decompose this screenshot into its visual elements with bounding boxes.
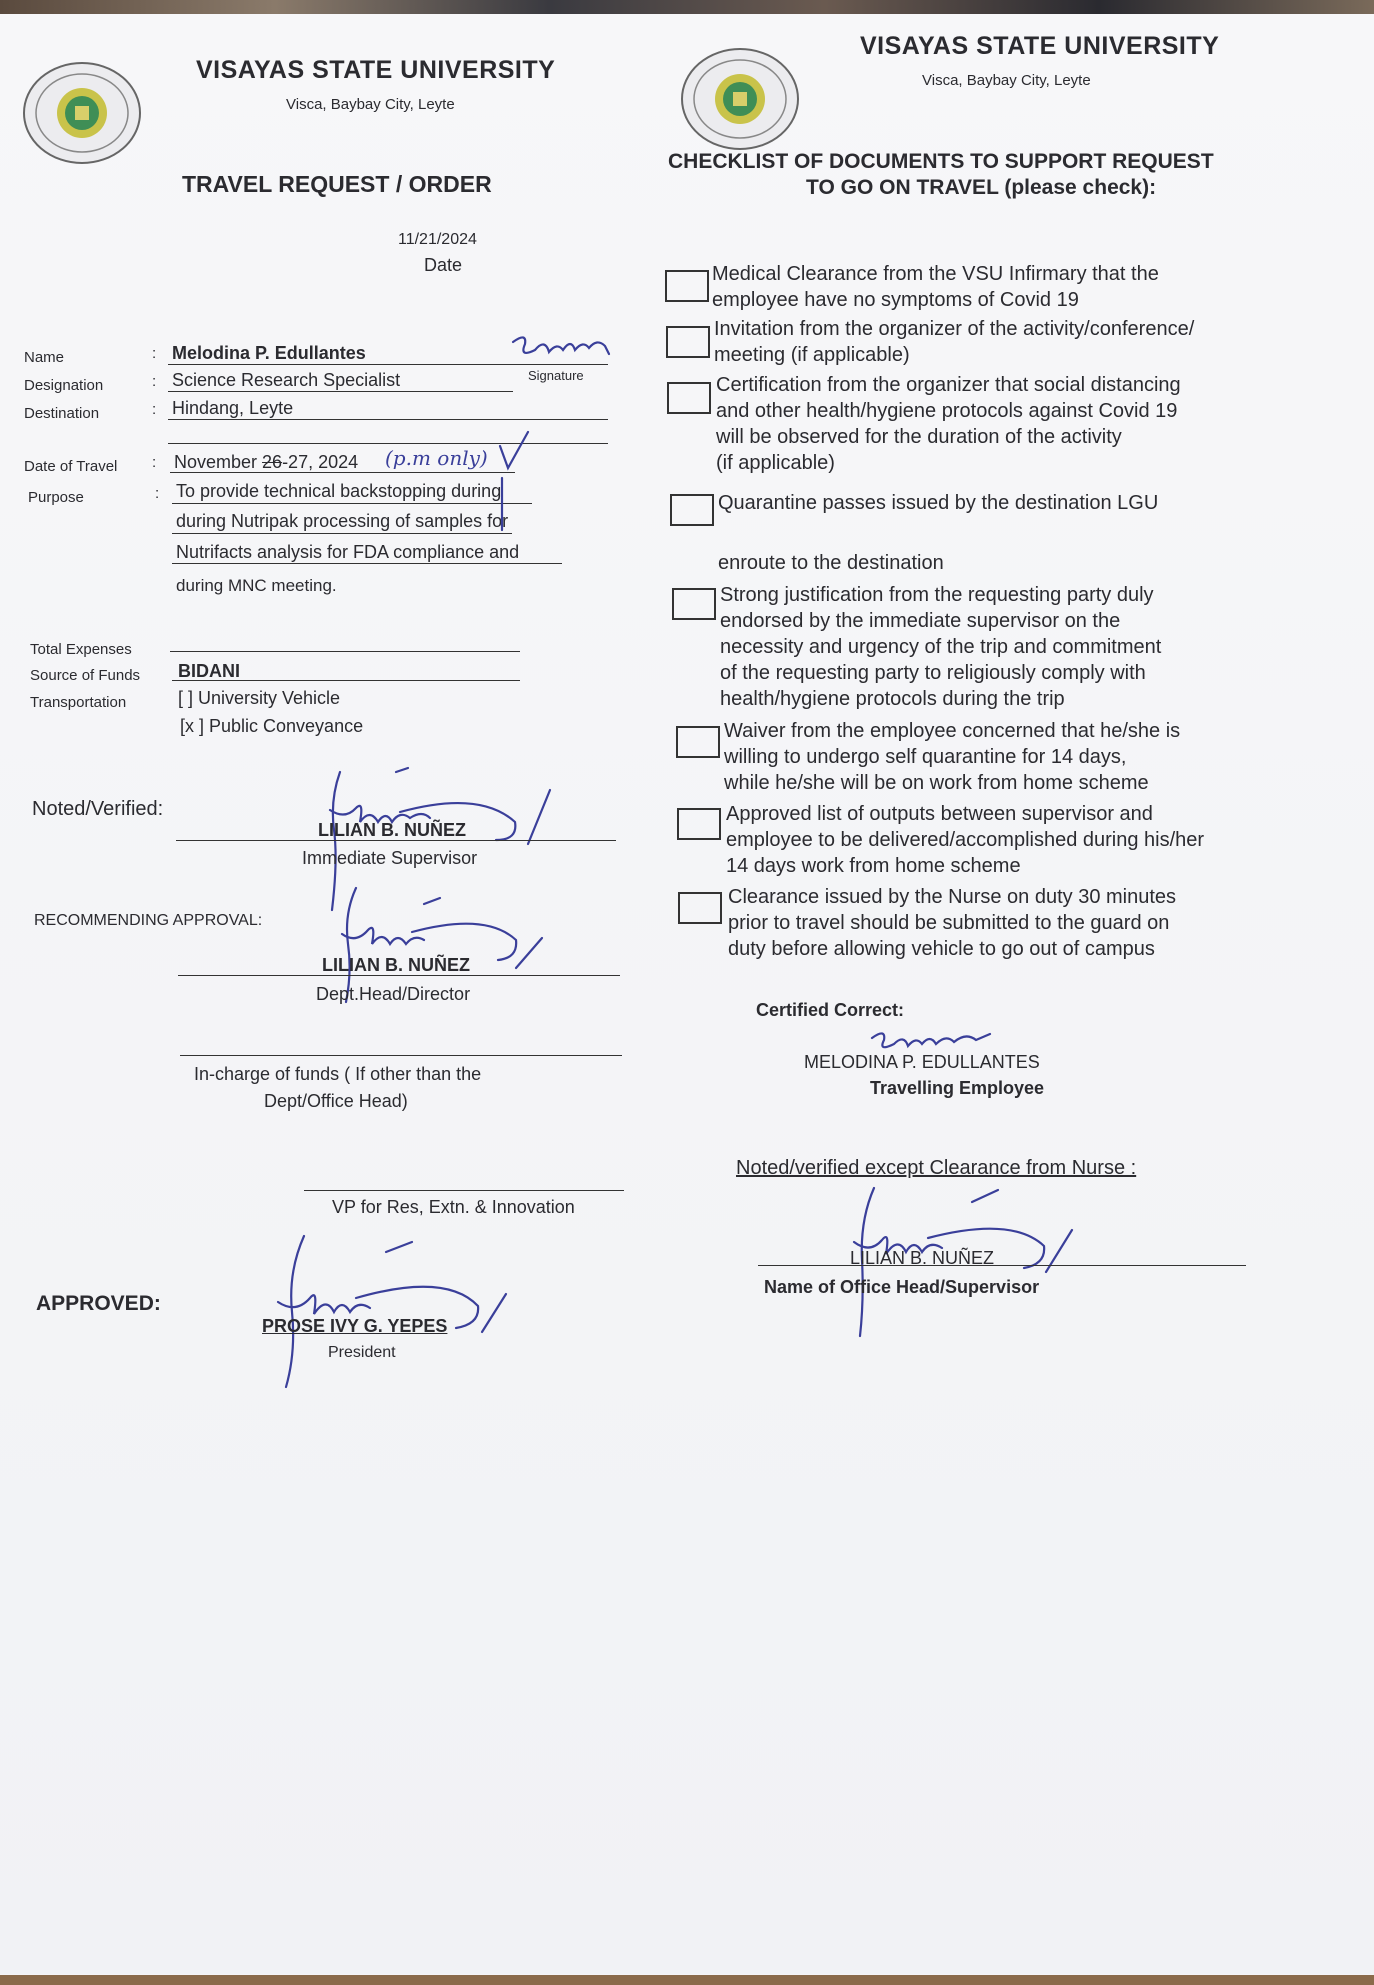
transport-university-vehicle: [ ] University Vehicle [178,688,341,708]
request-date-label: Date [424,255,463,275]
name-label: Name [24,349,65,366]
purpose-line-1: To provide technical backstopping during [176,481,502,501]
university-seal-left [20,58,145,168]
document-page [0,14,1374,1974]
president-title: President [328,1344,396,1361]
purpose-colon: : [155,485,160,502]
transport-public-conveyance: [x ] Public Conveyance [180,716,364,736]
travelling-employee-title: Travelling Employee [870,1078,1045,1098]
certified-correct-label: Certified Correct: [756,1000,905,1020]
approved-label: APPROVED: [36,1292,161,1315]
checklist-item-7: Approved list of outputs between supervisor and employee to be delivered/accomplished during his/her 14 days work from home scheme [726,803,1205,877]
office-head-name: LILIAN B. NUÑEZ [850,1248,995,1268]
designation-value: Science Research Specialist [172,370,401,390]
noted-except-nurse-label: Noted/verified except Clearance from Nurse : [736,1157,1137,1179]
checklist-item-3: Certification from the organizer that social distancing and other health/hygiene protocols against Covid 19 will be observed for the duration of the activity (if applicable) [716,374,1181,474]
date-of-travel-label: Date of Travel [24,458,118,475]
ink-stroke-purpose [494,476,510,532]
destination-colon: : [152,401,157,418]
university-name-right: VISAYAS STATE UNIVERSITY [860,32,1220,60]
designation-colon: : [152,373,157,390]
employee-signature-top [505,328,615,368]
checkbox-strong-justification[interactable] [672,588,716,620]
checkbox-quarantine-passes[interactable] [670,494,714,526]
purpose-line-2: during Nutripak processing of samples for [176,511,509,531]
date-of-travel-handwritten-note: (p.m only) [385,446,488,470]
total-expenses-label: Total Expenses [30,641,132,658]
checkbox-certification[interactable] [667,382,711,414]
purpose-line-3: Nutrifacts analysis for FDA compliance and [176,542,520,562]
source-of-funds-value: BIDANI [178,661,240,681]
immediate-supervisor-name: LILIAN B. NUÑEZ [318,820,466,840]
designation-label: Designation [24,377,104,394]
office-head-title: Name of Office Head/Supervisor [764,1277,1040,1297]
recommending-approval-label: RECOMMENDING APPROVAL: [34,912,263,929]
checklist-item-1: Medical Clearance from the VSU Infirmary that the employee have no symptoms of Covid 19 [712,263,1159,311]
university-address-left: Visca, Baybay City, Leyte [286,96,455,113]
checklist-item-6: Waiver from the employee concerned that he/she is willing to undergo self quarantine for 14 days, while he/she will be on work from home scheme [724,720,1181,794]
date-of-travel-value: November 26-27, 2024 [174,452,359,472]
destination-value: Hindang, Leyte [172,398,294,418]
checklist-item-5: Strong justification from the requesting party duly endorsed by the immediate supervisor on the necessity and urgency of the trip and commitment of the requesting party to religiously comply with health/hygiene protocols during the trip [720,584,1162,710]
purpose-label: Purpose [28,489,84,506]
name-value: Melodina P. Edullantes [172,343,366,363]
checkbox-invitation[interactable] [666,326,710,358]
university-seal-right [678,44,803,154]
incharge-funds-label-2: Dept/Office Head) [264,1091,408,1111]
transportation-label: Transportation [30,694,127,711]
source-of-funds-label: Source of Funds [30,667,141,684]
immediate-supervisor-title: Immediate Supervisor [302,848,478,868]
signature-label: Signature [528,368,584,383]
checkbox-waiver[interactable] [676,726,720,758]
name-colon: : [152,345,157,362]
purpose-line-4: during MNC meeting. [176,576,337,595]
noted-verified-label: Noted/Verified: [32,798,164,820]
dept-head-title: Dept.Head/Director [316,984,471,1004]
checklist-title-line-2: TO GO ON TRAVEL (please check): [806,176,1157,199]
checkbox-medical-clearance[interactable] [665,270,709,302]
checkmark-date [496,428,532,472]
date-of-travel-colon: : [152,454,157,471]
travel-request-title: TRAVEL REQUEST / ORDER [182,171,492,197]
vp-title: VP for Res, Extn. & Innovation [332,1197,575,1217]
dept-head-name: LILIAN B. NUÑEZ [322,955,470,975]
destination-label: Destination [24,405,100,422]
checkbox-nurse-clearance[interactable] [678,892,722,924]
photo-bottom-edge [0,1975,1374,1985]
president-name: PROSE IVY G. YEPES [262,1316,448,1336]
incharge-funds-label-1: In-charge of funds ( If other than the [194,1064,482,1084]
president-signature [256,1232,526,1392]
request-date-value: 11/21/2024 [398,231,477,248]
checklist-item-2: Invitation from the organizer of the activity/conference/ meeting (if applicable) [714,318,1195,366]
university-name-left: VISAYAS STATE UNIVERSITY [196,56,556,84]
university-address-right: Visca, Baybay City, Leyte [922,72,1091,89]
travelling-employee-name: MELODINA P. EDULLANTES [804,1052,1040,1072]
checklist-title-line-1: CHECKLIST OF DOCUMENTS TO SUPPORT REQUEST [668,150,1214,173]
checklist-item-8: Clearance issued by the Nurse on duty 30 minutes prior to travel should be submitted to the guard on duty before allowing vehicle to go out of campus [728,886,1177,960]
checkbox-approved-outputs[interactable] [677,808,721,840]
checklist-item-4: Quarantine passes issued by the destination LGU enroute to the destination [718,492,1159,574]
